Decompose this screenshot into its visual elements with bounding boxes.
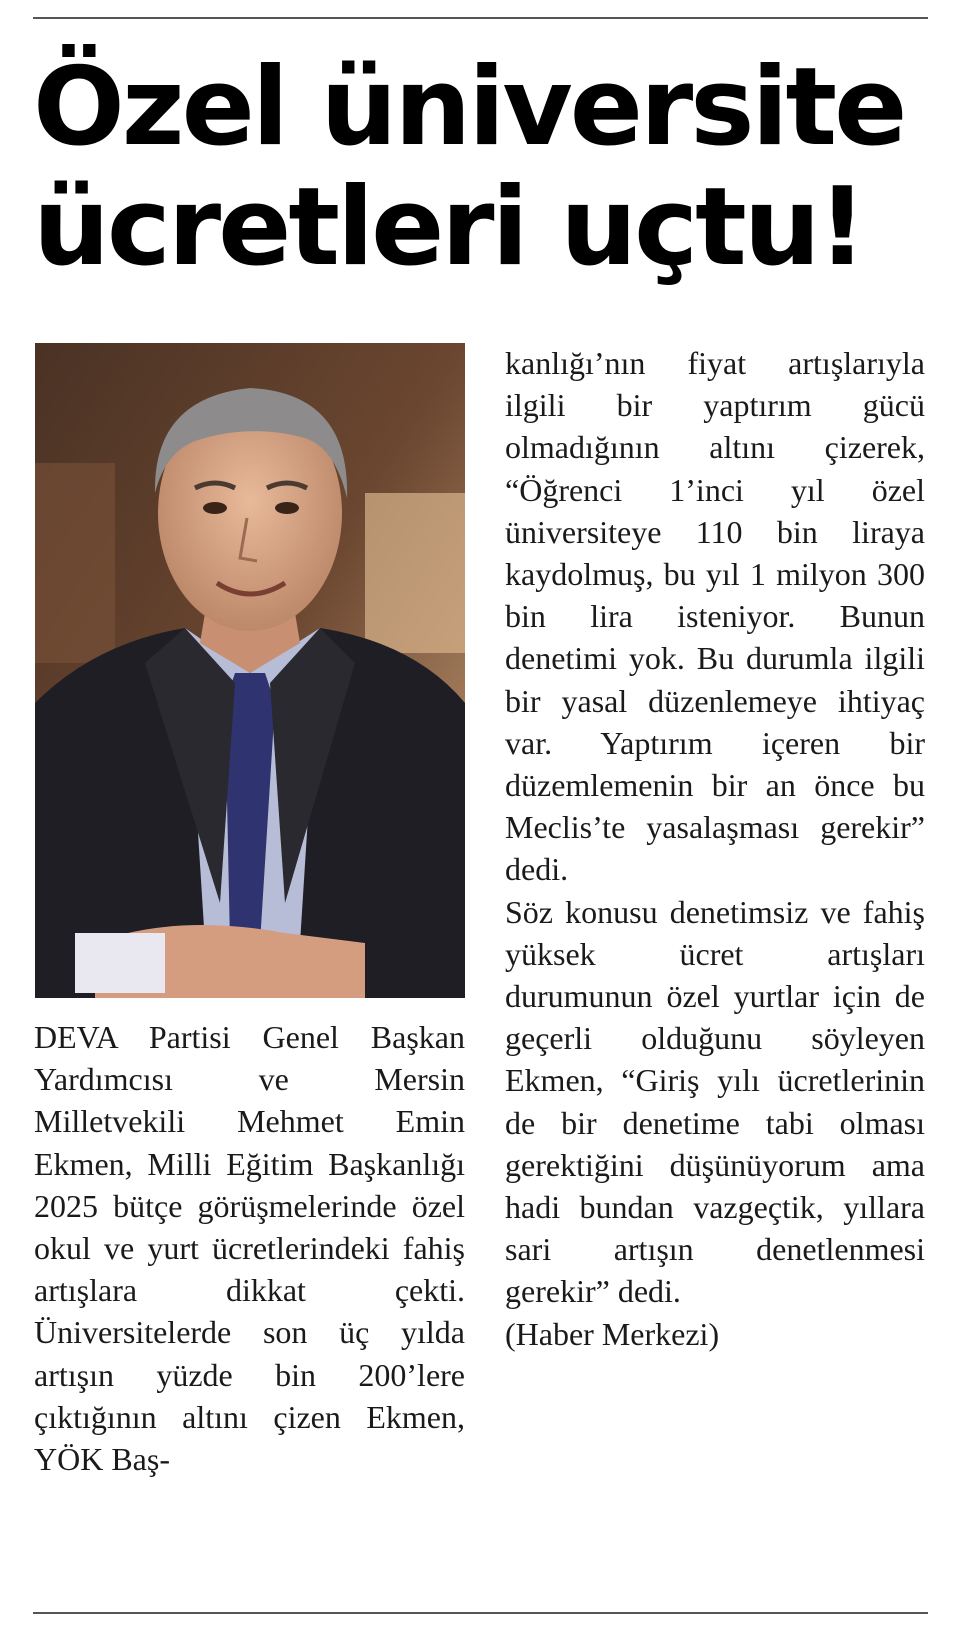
- headline-line-1: Özel üniversite: [33, 45, 905, 170]
- portrait-photo: [35, 343, 465, 998]
- bottom-rule: [33, 1612, 928, 1614]
- article-column-left: [34, 1016, 465, 1480]
- article-column-right: [505, 342, 925, 1355]
- top-rule: [33, 17, 928, 19]
- article-body-right-p1: kanlığı’nın fiyat artışlarıyla ilgili bir yaptırım gücü olmadığının altını çizerek, “Öğrenci 1’inci yıl özel üniversiteye 110 bin liraya kaydolmuş, bu yıl 1 milyon 300 bin lira isteniyor. Bunun denetimi yok. Bu durumla ilgili bir yasal düzenlemeye ihtiyaç var. Yaptırım içeren bir düzemlemenin bir an önce bu Meclis’te yasalaşması gerekir” dedi.: [505, 345, 925, 888]
- headline-line-2: ücretleri uçtu!: [33, 165, 864, 290]
- article-body-right-p2: Söz konusu denetimsiz ve fahiş yüksek ücret artışları durumunun özel yurtlar için de geçerli olduğunu söyleyen Ekmen, “Giriş yılı ücretlerinin de bir denetime tabi olması gerektiğini düşünüyorum ama hadi bundan vazgeçtik, yıllara sari artışın denetlenmesi gerekir” dedi.: [505, 893, 925, 1310]
- source-credit: (Haber Merkezi): [505, 1315, 720, 1352]
- article-body-left: DEVA Partisi Genel Başkan Yardımcısı ve Mersin Milletvekili Mehmet Emin Ekmen, Milli Eğitim Başkanlığı 2025 bütçe görüşmelerinde özel okul ve yurt ücretlerindeki fahiş artışlara dikkat çekti. Üniversitelerde son üç yılda artışın yüzde bin 200’lere çıktığının altını çizen Ekmen, YÖK Baş-: [34, 1019, 465, 1478]
- headline: [33, 45, 943, 290]
- portrait-illustration: [35, 343, 465, 998]
